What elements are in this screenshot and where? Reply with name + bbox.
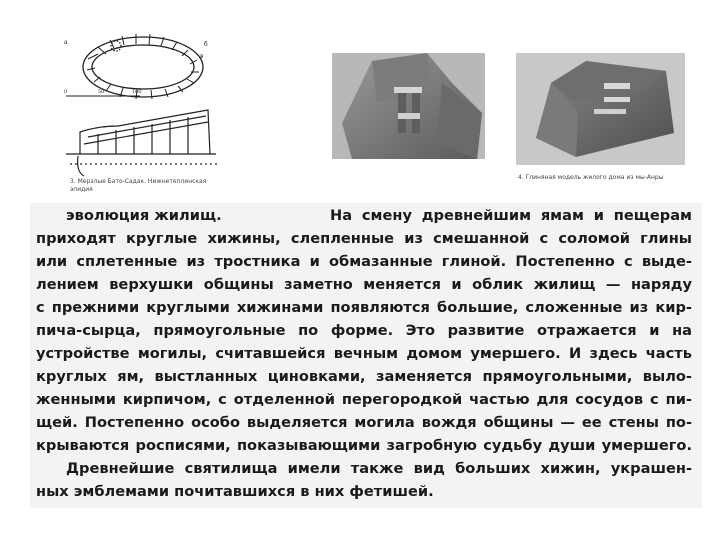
text-line-11: крываются росписями, показывающими загробную судьбу души умершего. bbox=[36, 437, 692, 454]
hut-plan-drawing bbox=[58, 4, 224, 192]
model-photo-right bbox=[516, 53, 685, 165]
scale-start: 0 bbox=[64, 89, 68, 95]
text-line-12: Древнейшие святилища имели также вид больших хижин, украшен- bbox=[66, 460, 692, 477]
scale-mid: 50 bbox=[98, 89, 105, 95]
section-heading: эволюция жилищ. bbox=[66, 207, 222, 224]
plan-label-b: б bbox=[204, 41, 208, 48]
text-line-5: с прежними круглыми хижинами появляются большие, сложенные из кир- bbox=[36, 299, 692, 316]
caption-left: 3. Мерзлые Бато-Садак. Нижнетеплинская эпидия bbox=[70, 178, 207, 193]
text-line-8: круглых ям, выстланных циновками, заменяется прямоугольными, выло- bbox=[36, 368, 692, 385]
model-photo-right-svg bbox=[516, 53, 685, 165]
plan-label-a: а bbox=[64, 39, 68, 46]
text-line-2: приходят круглые хижины, слепленные из смешанной с соломой глины bbox=[36, 230, 692, 247]
text-line-7: устройстве могилы, считавшейся вечным домом умершего. И здесь часть bbox=[36, 345, 692, 362]
text-line-6: пича-сырца, прямоугольные по форме. Это развитие отражается и на bbox=[36, 322, 692, 339]
text-line-10: щей. Постепенно особо выделяется могила вождя общины — ее стены по- bbox=[36, 414, 692, 431]
scale-end: 100 bbox=[132, 89, 142, 95]
text-line-13: ных эмблемами почитавшихся в них фетишей. bbox=[36, 483, 434, 500]
plan-label-v: в bbox=[200, 53, 204, 60]
model-photo-left-svg bbox=[332, 53, 485, 159]
caption-right: 4. Глиняная модель жилого дома из мы-Анры bbox=[518, 174, 664, 181]
text-line-1: На смену древнейшим ямам и пещерам bbox=[330, 207, 692, 224]
text-line-9: женными кирпичом, с отделенной перегородкой частью для сосудов с пи- bbox=[36, 391, 692, 408]
text-line-3: или сплетенные из тростника и обмазанные глиной. Постепенно с выде- bbox=[36, 253, 692, 270]
model-photo-left bbox=[332, 53, 485, 159]
hut-plan-svg bbox=[58, 4, 224, 192]
text-line-4: лением верхушки общины заметно меняется и облик жилищ — наряду bbox=[36, 276, 692, 293]
